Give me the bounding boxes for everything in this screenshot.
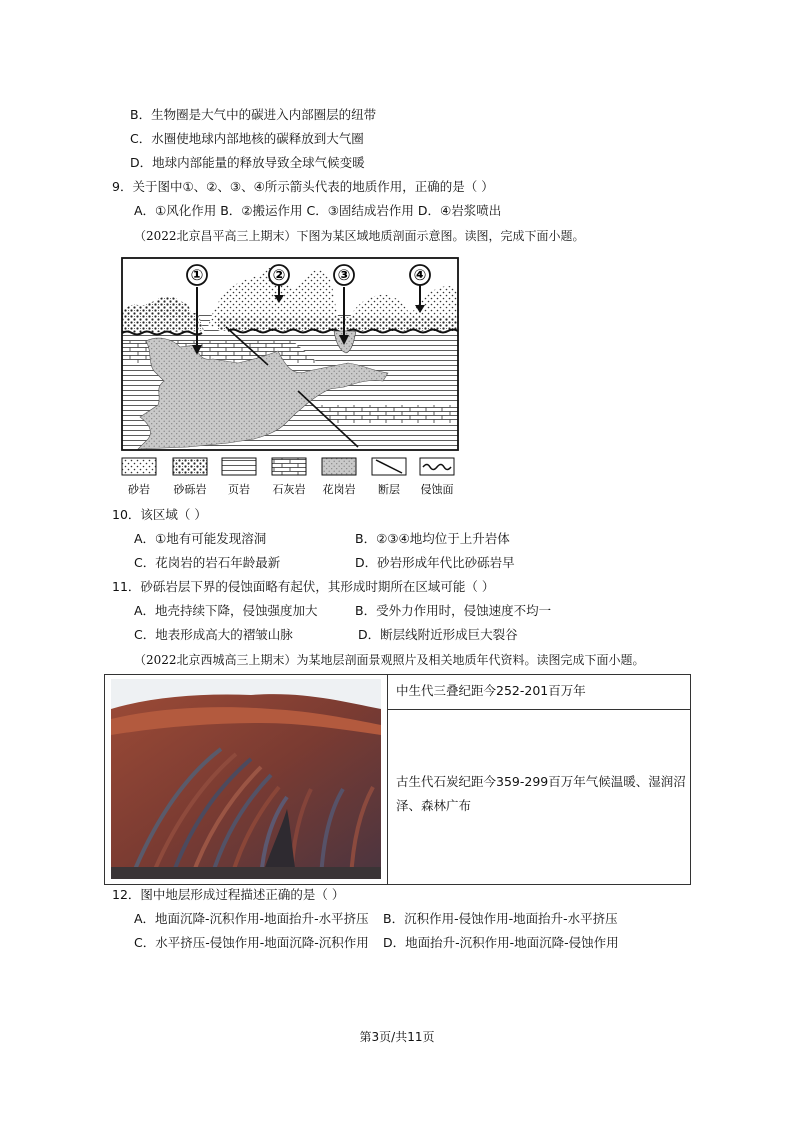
table-cell-triassic: [388, 675, 690, 710]
source-note-2: （2022北京西城高三上期末）为某地层剖面景观照片及相关地质年代资料。读图完成下面小题。: [134, 653, 645, 667]
legend-label-shale: 页岩: [228, 483, 250, 496]
q12-option-d: D．地面抬升-沉积作用-地面沉降-侵蚀作用: [383, 935, 619, 950]
strata-photo: [111, 679, 381, 879]
legend-label-conglomerate: 砂砾岩: [173, 483, 207, 496]
marker-2: ②: [272, 266, 286, 284]
photo-cell: [105, 675, 388, 884]
q12-stem: 12．图中地层形成过程描述正确的是（ ）: [112, 887, 345, 902]
q10-option-b: B．②③④地均位于上升岩体: [355, 531, 510, 546]
q10-option-c: C．花岗岩的岩石年龄最新: [134, 555, 281, 570]
legend-label-limestone: 石灰岩: [272, 483, 306, 496]
legend-swatch-granite: [322, 458, 356, 475]
table-cell-carboniferous: [388, 710, 690, 884]
q11-option-d: D．断层线附近形成巨大裂谷: [358, 627, 518, 642]
q11-option-c: C．地表形成高大的褶皱山脉: [134, 627, 293, 642]
source-note-1: （2022北京昌平高三上期末）下图为某区域地质剖面示意图。读图，完成下面小题。: [134, 229, 585, 243]
marker-1: ①: [190, 266, 204, 284]
q11-stem: 11．砂砾岩层下界的侵蚀面略有起伏，其形成时期所在区域可能（ ）: [112, 579, 495, 594]
carboniferous-text: 古生代石炭纪距今359-299百万年气候温暖、湿润沼泽、森林广布: [396, 774, 686, 813]
legend-swatch-shale: [222, 458, 256, 475]
legend-swatch-limestone: [272, 458, 306, 475]
q10-option-d: D．砂岩形成年代比砂砾岩早: [355, 555, 515, 570]
marker-4: ④: [413, 266, 427, 284]
legend-label-sandstone: 砂岩: [128, 483, 150, 496]
q8-option-d: D．地球内部能量的释放导致全球气候变暖: [130, 155, 365, 170]
legend-swatch-conglomerate: [173, 458, 207, 475]
q8-option-c: C．水圈使地球内部地核的碳释放到大气圈: [130, 131, 364, 146]
q11-option-b: B．受外力作用时，侵蚀速度不均一: [355, 603, 552, 618]
q10-option-a: A．①地有可能发现溶洞: [134, 531, 267, 546]
legend-label-erosion: 侵蚀面: [420, 483, 454, 496]
legend-label-granite: 花岗岩: [322, 483, 356, 496]
geologic-data-table: [104, 674, 691, 885]
q12-option-c: C．水平挤压-侵蚀作用-地面沉降-沉积作用: [134, 935, 369, 950]
q9-stem: 9．关于图中①、②、③、④所示箭头代表的地质作用，正确的是（ ）: [112, 179, 494, 194]
q8-option-b: B．生物圈是大气中的碳进入内部圈层的纽带: [130, 107, 377, 122]
geologic-section-diagram: [118, 255, 463, 500]
conglomerate-lower: [122, 313, 204, 333]
page-footer: 第3页/共11页: [359, 1030, 435, 1044]
q12-option-a: A．地面沉降-沉积作用-地面抬升-水平挤压: [134, 911, 369, 926]
q10-stem: 10．该区域（ ）: [112, 507, 207, 522]
q9-options: A．①风化作用 B．②搬运作用 C．③固结成岩作用 D．④岩浆喷出: [134, 203, 502, 218]
q12-option-b: B．沉积作用-侵蚀作用-地面抬升-水平挤压: [383, 911, 618, 926]
marker-3: ③: [337, 266, 351, 284]
legend-swatch-sandstone: [122, 458, 156, 475]
legend-label-fault: 断层: [378, 483, 400, 496]
q11-option-a: A．地壳持续下降，侵蚀强度加大: [134, 603, 318, 618]
triassic-text: 中生代三叠纪距今252-201百万年: [396, 683, 586, 698]
limestone-layer-lower: [313, 405, 458, 423]
